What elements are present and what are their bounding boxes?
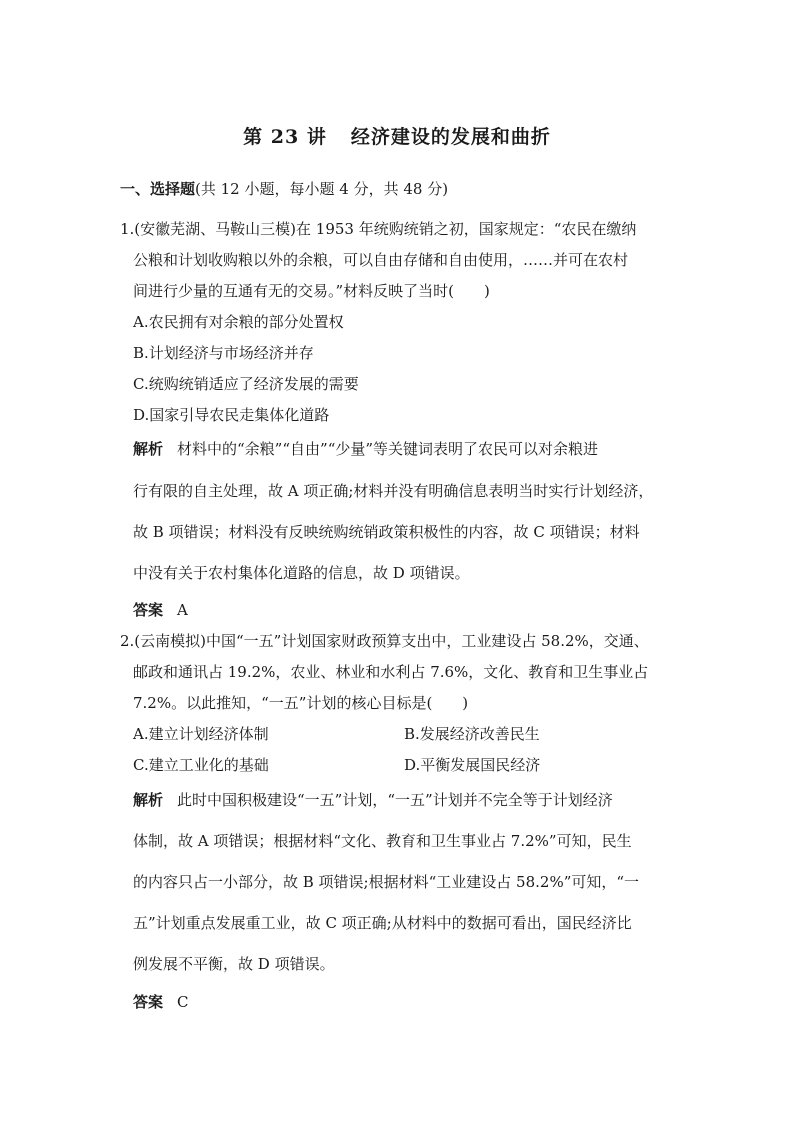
section-heading xyxy=(120,178,448,199)
q1-stem-line-2: 公粮和计划收购粮以外的余粮，可以自由存储和自由使用，……并可在农村 xyxy=(133,251,629,269)
q1-option-d: D.国家引导农民走集体化道路 xyxy=(133,406,330,424)
q2-analysis-label: 解析 xyxy=(133,791,164,809)
q2-analysis-line-4: 五”计划重点发展重工业，故 C 项正确;从材料中的数据可看出，国民经济比 xyxy=(133,914,632,932)
q2-analysis-text-1: 此时中国积极建设“一五”计划，“一五”计划并不完全等于计划经济 xyxy=(177,791,613,809)
q1-analysis-line-4: 中没有关于农村集体化道路的信息，故 D 项错误。 xyxy=(133,564,470,582)
q2-stem-line-3: 7.2%。以此推知，“一五”计划的核心目标是( ) xyxy=(133,694,469,712)
q1-answer-label: 答案 xyxy=(133,601,164,619)
q2-stem-line-1: 2.(云南模拟)中国“一五”计划国家财政预算支出中，工业建设占 58.2%，交通、 xyxy=(120,632,649,650)
section-heading-label: 一、选择题 xyxy=(120,180,196,198)
section-heading-note: (共 12 小题，每小题 4 分，共 48 分) xyxy=(195,180,449,198)
q1-analysis-line-1 xyxy=(133,438,598,459)
q1-option-a: A.农民拥有对余粮的部分处置权 xyxy=(133,313,344,331)
q2-answer xyxy=(133,991,189,1012)
q2-option-a: A.建立计划经济体制 xyxy=(133,725,269,743)
lecture-topic: 经济建设的发展和曲折 xyxy=(350,126,551,148)
q1-option-c: C.统购统销适应了经济发展的需要 xyxy=(133,375,359,393)
q1-analysis-line-3: 故 B 项错误；材料没有反映统购统销政策积极性的内容，故 C 项错误；材料 xyxy=(133,523,640,541)
q2-option-c: C.建立工业化的基础 xyxy=(133,756,269,774)
q2-answer-value: C xyxy=(177,993,189,1011)
q2-answer-label: 答案 xyxy=(133,993,164,1011)
q1-analysis-line-2: 行有限的自主处理，故 A 项正确;材料并没有明确信息表明当时实行计划经济， xyxy=(133,482,654,500)
q2-stem-line-2: 邮政和通讯占 19.2%，农业、林业和水利占 7.6%，文化、教育和卫生事业占 xyxy=(133,663,649,681)
q2-analysis-line-5: 例发展不平衡，故 D 项错误。 xyxy=(133,955,335,973)
q1-stem-line-1: 1.(安徽芜湖、马鞍山三模)在 1953 年统购统销之初，国家规定：“农民在缴纳 xyxy=(120,220,637,238)
q2-analysis-line-1 xyxy=(133,789,613,810)
q1-answer-value: A xyxy=(177,601,188,619)
q2-option-b: B.发展经济改善民生 xyxy=(404,725,540,743)
page-title xyxy=(0,122,794,149)
q2-analysis-line-3: 的内容只占一小部分，故 B 项错误;根据材料“工业建设占 58.2%”可知，“一 xyxy=(133,873,640,891)
q1-analysis-label: 解析 xyxy=(133,440,164,458)
q2-analysis-line-2: 体制，故 A 项错误；根据材料“文化、教育和卫生事业占 7.2%”可知，民生 xyxy=(133,832,632,850)
q2-option-d: D.平衡发展国民经济 xyxy=(404,756,541,774)
q1-analysis-text-1: 材料中的“余粮”“自由”“少量”等关键词表明了农民可以对余粮进 xyxy=(177,440,599,458)
q1-answer xyxy=(133,599,188,620)
lecture-number: 第 23 讲 xyxy=(243,126,327,148)
q1-option-b: B.计划经济与市场经济并存 xyxy=(133,344,314,362)
q1-stem-line-3: 间进行少量的互通有无的交易。”材料反映了当时( ) xyxy=(133,282,490,300)
